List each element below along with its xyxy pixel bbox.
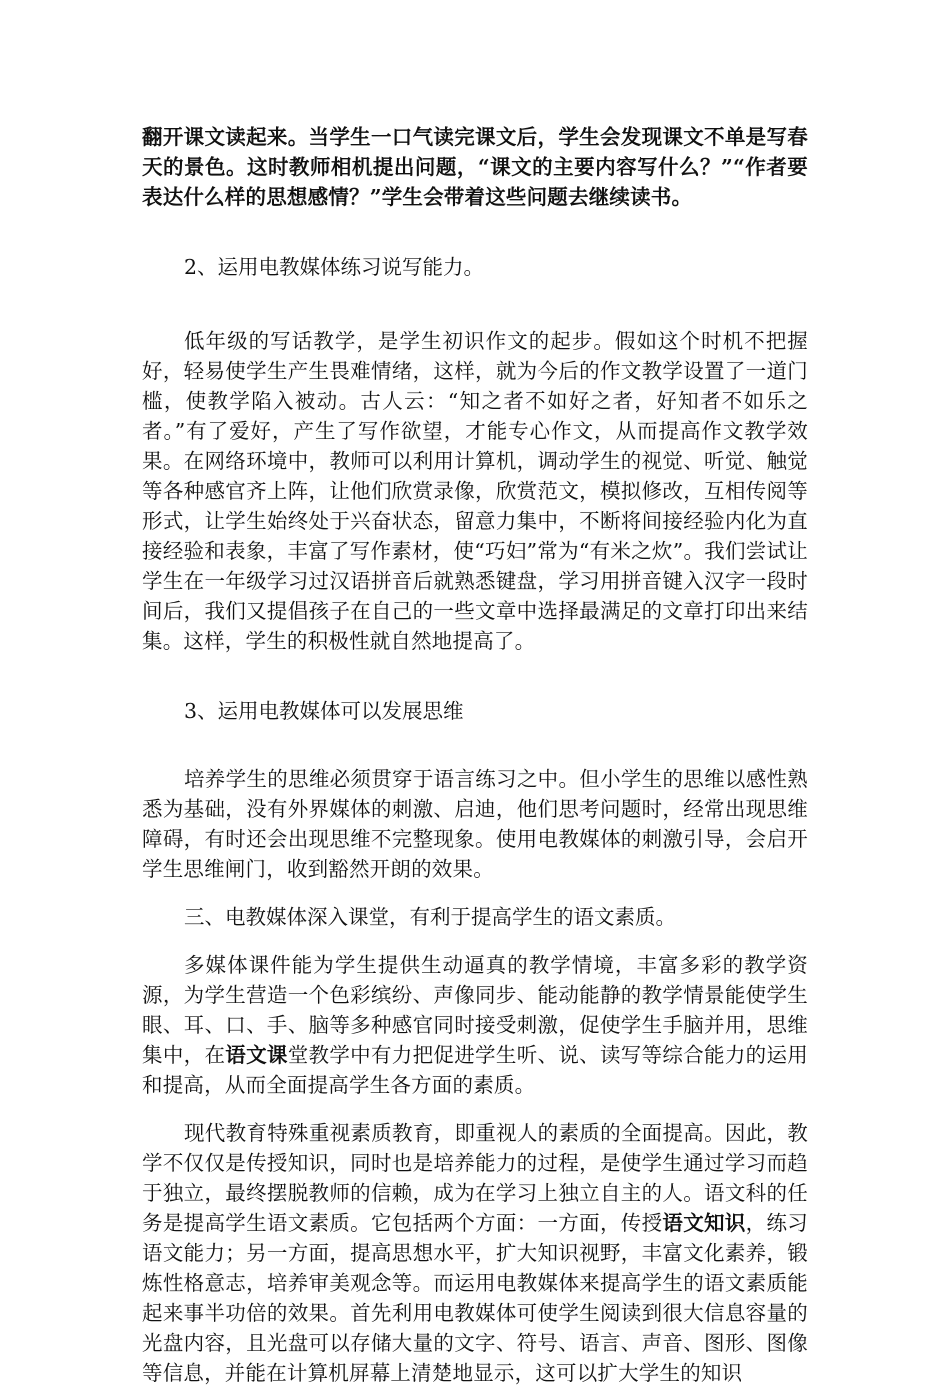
paragraph-multimedia-text-a: 多媒体课件能为学生提供生动逼真的教学情境，丰富多彩的教学资源，为学生营造一个色彩缤纷、声像同步、能动能静的教学情景能使学生眼、耳、口、手、脑等多种感官同时接受刺激，促使学生手脑并用，思维集中，在 <box>142 953 808 1067</box>
paragraph-multimedia-bold: 语文课 <box>225 1043 288 1067</box>
paragraph-modern-education <box>142 1118 808 1388</box>
paragraph-multimedia <box>142 950 808 1100</box>
paragraph-modern-education-text-b: ，练习语文能力；另一方面，提高思想水平，扩大知识视野，丰富文化素养，锻炼性格意志，培养审美观念等。而运用电教媒体来提高学生的语文素质能起来事半功倍的效果。首先利用电教媒体可使学生阅读到很大信息容量的光盘内容，且光盘可以存储大量的文字、符号、语言、声音、图形、图像等信息，并能在计算机屏幕上清楚地显示，这可以扩大学生的知识 <box>142 1211 808 1385</box>
paragraph-multimedia-text-b: 堂教学中有力把促进学生听、说、读写等综合能力的运用和提高，从而全面提高学生各方面的素质。 <box>142 1043 808 1097</box>
heading-speaking-writing: 2、运用电教媒体练习说写能力。 <box>184 255 485 279</box>
paragraph-writing-teaching: 低年级的写话教学，是学生初识作文的起步。假如这个时机不把握好，轻易使学生产生畏难情绪，这样，就为今后的作文教学设置了一道门槛，使教学陷入被动。古人云：“知之者不如好之者，好知者不如乐之者。”有了爱好，产生了写作欲望，才能专心作文，从而提高作文教学效果。在网络环境中，教师可以利用计算机，调动学生的视觉、听觉、触觉等各种感官齐上阵，让他们欣赏录像，欣赏范文，模拟修改，互相传阅等形式，让学生始终处于兴奋状态，留意力集中，不断将间接经验内化为直接经验和表象，丰富了写作素材，使“巧妇”常为“有米之炊”。我们尝试让学生在一年级学习过汉语拼音后就熟悉键盘，学习用拼音键入汉字一段时间后，我们又提倡孩子在自己的一些文章中选择最满足的文章打印出来结集。这样，学生的积极性就自然地提高了。 <box>142 329 808 653</box>
document-page <box>142 122 808 1388</box>
intro-paragraph: 翻开课文读起来。当学生一口气读完课文后，学生会发现课文不单是写春天的景色。这时教师相机提出问题，“课文的主要内容写什么？”“作者要表达什么样的思想感情？”学生会带着这些问题去继续读书。 <box>142 125 808 209</box>
paragraph-modern-education-bold: 语文知识 <box>662 1211 746 1235</box>
heading-develop-thinking: 3、运用电教媒体可以发展思维 <box>184 699 464 723</box>
paragraph-thinking: 培养学生的思维必须贯穿于语言练习之中。但小学生的思维以感性熟悉为基础，没有外界媒体的刺激、启迪，他们思考问题时，经常出现思维障碍，有时还会出现思维不完整现象。使用电教媒体的刺激引导，会启开学生思维闸门，收到豁然开朗的效果。 <box>142 767 808 881</box>
paragraph-modern-education-text-a: 现代教育特殊重视素质教育，即重视人的素质的全面提高。因此，教学不仅仅是传授知识，同时也是培养能力的过程，是使学生通过学习而趋于独立，最终摆脱教师的信赖，成为在学习上独立自主的人。语文科的任务是提高学生语文素质。它包括两个方面：一方面，传授 <box>142 1121 808 1235</box>
section-heading-quality: 三、电教媒体深入课堂，有利于提高学生的语文素质。 <box>184 905 676 929</box>
